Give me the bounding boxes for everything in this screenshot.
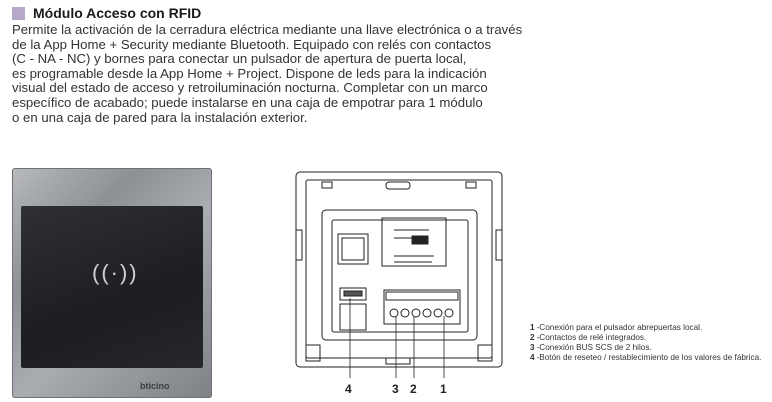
callout-2: 2 <box>410 382 417 396</box>
legend-text: Contactos de relé integrados. <box>539 333 647 342</box>
brand-logo: bticino <box>140 381 170 391</box>
description-line: o en una caja de pared para la instalación exterior. <box>12 109 308 125</box>
section-marker <box>12 7 25 20</box>
product-photo <box>12 168 212 398</box>
legend-item: 1 - Conexión para el pulsador abrepuertas local. <box>530 323 703 332</box>
callout-3: 3 <box>392 382 399 396</box>
description-line: visual del estado de acceso y retroiluminación nocturna. Completar con un marco <box>12 80 488 96</box>
description <box>12 23 572 125</box>
rfid-icon: ((·)) <box>92 260 139 285</box>
description-line: específico de acabado; puede instalarse en una caja de empotrar para 1 módulo <box>12 94 483 110</box>
description-line: es programable desde la App Home + Project. Dispone de leds para la indicación <box>12 65 487 81</box>
drawing-svg <box>294 170 504 380</box>
description-line: (C - NA - NC) y bornes para conectar un pulsador de apertura de puerta local, <box>12 51 467 67</box>
legend-item: 2 - Contactos de relé integrados. <box>530 333 647 342</box>
legend-number: 3 <box>530 343 535 352</box>
section-header <box>12 5 201 21</box>
legend-number: 2 <box>530 333 535 342</box>
legend-number: 1 <box>530 323 535 332</box>
description-line: Permite la activación de la cerradura eléctrica mediante una llave electrónica o a través <box>12 22 523 37</box>
legend <box>530 323 770 363</box>
legend-text: Conexión para el pulsador abrepuertas local. <box>539 323 703 332</box>
section-title: Módulo Acceso con RFID <box>33 5 202 21</box>
callout-1: 1 <box>440 382 447 396</box>
legend-item: 3 - Conexión BUS SCS de 2 hilos. <box>530 343 652 352</box>
rear-view-drawing <box>294 170 504 380</box>
description-line: de la App Home + Security mediante Bluetooth. Equipado con relés con contactos <box>12 36 492 52</box>
legend-text: Botón de reseteo / restablecimiento de los valores de fábrica. <box>539 353 762 362</box>
device-glass-panel <box>21 206 203 368</box>
legend-item: 4 - Botón de reseteo / restablecimiento de los valores de fábrica. <box>530 353 762 362</box>
legend-text: Conexión BUS SCS de 2 hilos. <box>539 343 652 352</box>
callout-4: 4 <box>345 382 352 396</box>
legend-number: 4 <box>530 353 535 362</box>
